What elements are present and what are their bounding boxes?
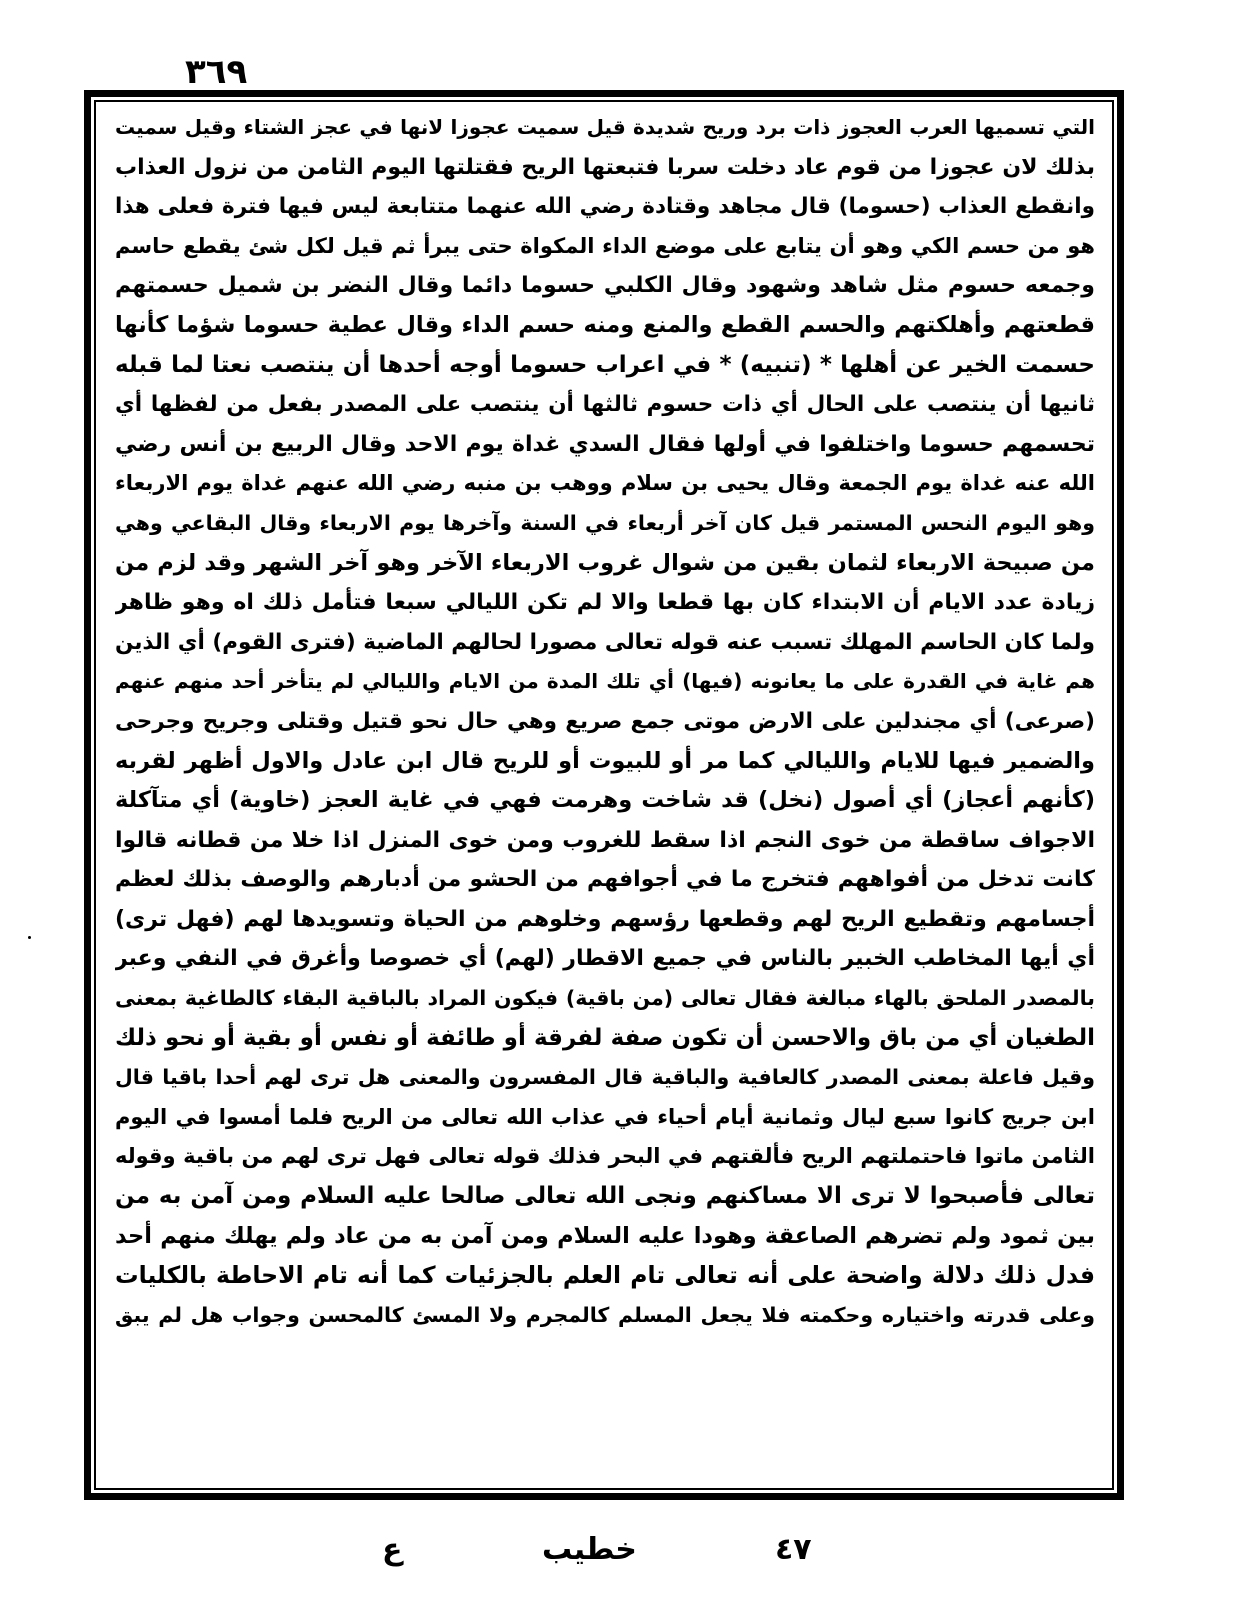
text-line: وهو اليوم النحس المستمر قيل كان آخر أربعاء في السنة وآخرها يوم الاربعاء وقال البقاعي وهي	[115, 510, 1095, 535]
text-line: ولما كان الحاسم المهلك تسبب عنه قوله تعالى مصورا لحالهم الماضية (فترى القوم) أي الذين	[115, 629, 1095, 655]
text-line: كانت تدخل من أفواههم فتخرج ما في أجوافهم من الحشو من أدبارهم والوصف بذلك لعظم	[115, 867, 1095, 893]
text-line: وقيل فاعلة بمعنى المصدر كالعافية والباقية قال المفسرون والمعنى هل ترى لهم أحدا باقيا قال	[115, 1065, 1095, 1090]
text-line: بذلك لان عجوزا من قوم عاد دخلت سربا فتبعتها الريح فقتلتها اليوم الثامن من نزول العذاب	[115, 154, 1095, 180]
text-line: حسمت الخير عن أهلها * (تنبيه) * في اعراب حسوما أوجه أحدها أن ينتصب نعتا لما قبله	[115, 351, 1095, 378]
text-line: فدل ذلك دلالة واضحة على أنه تعالى تام العلم بالجزئيات كما أنه تام الاحاطة بالكليات	[115, 1261, 1095, 1290]
text-line: هو من حسم الكي وهو أن يتابع على موضع الداء المكواة حتى يبرأ ثم قيل لكل شئ يقطع حاسم	[115, 233, 1095, 258]
text-line: التي تسميها العرب العجوز ذات برد وريح شديدة قيل سميت عجوزا لانها في عجز الشتاء وقيل سميت	[115, 115, 1095, 139]
text-line: والضمير فيها للايام والليالي كما مر أو للبيوت أو للريح قال ابن عادل والاول أظهر لقربه	[115, 747, 1095, 774]
page-number: ٣٦٩	[185, 52, 248, 92]
text-line: الطغيان أي من باق والاحسن أن تكون صفة لفرقة أو طائفة أو نفس أو بقية أو نحو ذلك	[115, 1024, 1095, 1051]
text-line: بين ثمود ولم تضرهم الصاعقة وهودا عليه السلام ومن آمن به من عاد ولم يهلك منهم أحد	[115, 1222, 1095, 1249]
text-line: وانقطع العذاب (حسوما) قال مجاهد وقتادة رضي الله عنهما متتابعة ليس فيها فترة فعلى هذا	[115, 194, 1095, 220]
text-line: من صبيحة الاربعاء لثمان بقين من شوال غروب الاربعاء الآخر وهو آخر الشهر وقد لزم من	[115, 549, 1095, 576]
main-text	[115, 108, 1095, 1335]
text-line: الثامن ماتوا فاحتملتهم الريح فألقتهم في البحر فذلك قوله تعالى فهل ترى لهم من باقية وقوله	[115, 1144, 1095, 1169]
footer-signature-word: خطيب	[542, 1532, 637, 1567]
text-line: تحسمهم حسوما واختلفوا في أولها فقال السدي غداة يوم الاحد وقال الربيع بن أنس رضي	[115, 431, 1095, 457]
footer-signature-number: ٤٧	[775, 1532, 812, 1567]
text-line: وعلى قدرته واختياره وحكمته فلا يجعل المسلم كالمجرم ولا المسئ كالمحسن وجواب هل لم يبق	[115, 1302, 1095, 1327]
text-line: ثانيها أن ينتصب على الحال أي ذات حسوم ثالثها أن ينتصب على المصدر بفعل من لفظها أي	[115, 392, 1095, 418]
text-line: الاجواف ساقطة من خوى النجم اذا سقط للغروب ومن خوى المنزل اذا خلا من قطانه قالوا	[115, 827, 1095, 853]
text-line: تعالى فأصبحوا لا ترى الا مساكنهم ونجى الله تعالى صالحا عليه السلام ومن آمن به من	[115, 1183, 1095, 1210]
text-line: بالمصدر الملحق بالهاء مبالغة فقال تعالى (من باقية) فيكون المراد بالباقية البقاء كالطاغية بمعنى	[115, 986, 1095, 1011]
text-line: قطعتهم وأهلكتهم والحسم القطع والمنع ومنه حسم الداء وقال عطية حسوما شؤما كأنها	[115, 311, 1095, 338]
text-line: ابن جريج كانوا سبع ليال وثمانية أيام أحياء في عذاب الله تعالى من الريح فلما أمسوا في اليوم	[115, 1104, 1095, 1129]
text-line: هم غاية في القدرة على ما يعانونه (فيها) أي تلك المدة من الايام والليالي لم يتأخر أحد منهم عنهم	[115, 669, 1095, 694]
text-line: (كأنهم أعجاز) أي أصول (نخل) قد شاخت وهرمت فهي في غاية العجز (خاوية) أي متآكلة	[115, 787, 1095, 814]
scan-speck	[28, 936, 31, 939]
text-line: أي أيها المخاطب الخبير بالناس في جميع الاقطار (لهم) أي خصوصا وأغرق في النفي وعبر	[115, 946, 1095, 972]
footer-signature-letter: ع	[382, 1532, 403, 1567]
text-line: الله عنه غداة يوم الجمعة وقال يحيى بن سلام ووهب بن منبه رضي الله عنهم غداة يوم الاربعاء	[115, 471, 1095, 496]
text-line: زيادة عدد الايام أن الابتداء كان بها قطعا والا لم تكن الليالي سبعا فتأمل ذلك اه وهو ظاهر	[115, 590, 1095, 616]
text-line: أجسامهم وتقطيع الريح لهم وقطعها رؤسهم وخلوهم من الحياة وتسويدها لهم (فهل ترى)	[115, 906, 1095, 932]
text-line: وجمعه حسوم مثل شاهد وشهود وقال الكلبي حسوما دائما وقال النضر بن شميل حسمتهم	[115, 273, 1095, 299]
text-line: (صرعى) أي مجندلين على الارض موتى جمع صريع وهي حال نحو قتيل وقتلى وجريح وجرحى	[115, 708, 1095, 734]
